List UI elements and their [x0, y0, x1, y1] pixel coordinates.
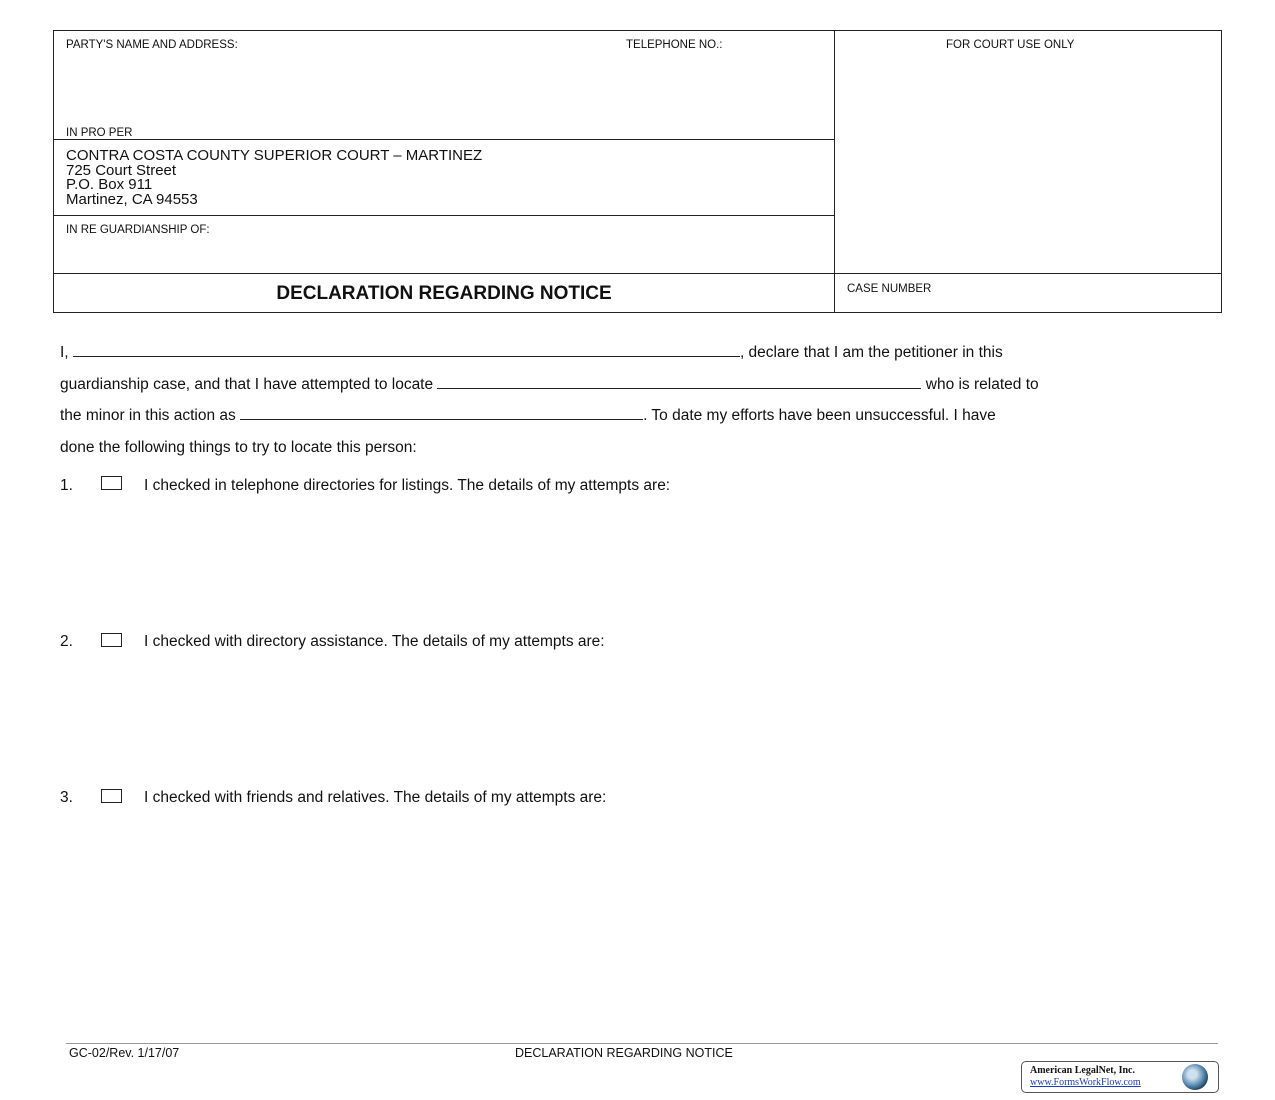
american-legalnet-logo[interactable]	[1021, 1061, 1219, 1093]
item-2-checkbox[interactable]	[101, 633, 122, 647]
declaration-line-4: done the following things to try to locate this person:	[60, 439, 417, 456]
footer-rule	[66, 1043, 1218, 1044]
item-3-checkbox[interactable]	[101, 789, 122, 803]
declaration-line-2	[60, 376, 1039, 394]
text: the minor in this action as	[60, 407, 236, 424]
court-use-label: FOR COURT USE ONLY	[946, 39, 1075, 51]
item-1-text: I checked in telephone directories for listings. The details of my attempts are:	[144, 477, 671, 494]
globe-icon	[1182, 1064, 1208, 1090]
divider	[834, 30, 835, 313]
item-number: 1.	[60, 477, 73, 494]
telephone-label: TELEPHONE NO.:	[626, 39, 723, 51]
court-address	[66, 149, 482, 207]
item-3-text: I checked with friends and relatives. The details of my attempts are:	[144, 789, 607, 806]
case-number-label: CASE NUMBER	[847, 283, 932, 295]
court-po-box: P.O. Box 911	[66, 176, 153, 193]
footer-title: DECLARATION REGARDING NOTICE	[515, 1046, 733, 1060]
logo-url[interactable]: www.FormsWorkFlow.com	[1030, 1077, 1141, 1088]
guardianship-label: IN RE GUARDIANSHIP OF:	[66, 224, 210, 236]
item-1-checkbox[interactable]	[101, 476, 122, 490]
text: who is related to	[925, 376, 1039, 393]
text: I,	[60, 344, 69, 361]
divider	[53, 215, 835, 216]
text: . To date my efforts have been unsuccessful. I have	[643, 407, 996, 424]
in-pro-per-label: IN PRO PER	[66, 127, 133, 139]
logo-name: American LegalNet, Inc.	[1030, 1065, 1135, 1076]
declaration-line-3	[60, 407, 996, 425]
text: , declare that I am the petitioner in this	[739, 344, 1003, 361]
relationship-blank[interactable]	[240, 407, 643, 420]
person-name-blank[interactable]	[437, 376, 921, 389]
item-number: 2.	[60, 633, 73, 650]
party-name-label: PARTY'S NAME AND ADDRESS:	[66, 39, 238, 51]
form-title: DECLARATION REGARDING NOTICE	[276, 283, 612, 304]
divider	[53, 139, 835, 140]
declarant-name-blank[interactable]	[73, 344, 740, 357]
court-city: Martinez, CA 94553	[66, 190, 198, 208]
declaration-line-1	[60, 344, 1003, 362]
item-number: 3.	[60, 789, 73, 806]
text: guardianship case, and that I have attempted to locate	[60, 376, 434, 393]
court-name: CONTRA COSTA COUNTY SUPERIOR COURT – MARTINEZ	[66, 147, 483, 164]
divider	[53, 273, 1222, 274]
item-2-text: I checked with directory assistance. The details of my attempts are:	[144, 633, 605, 650]
court-street: 725 Court Street	[66, 161, 177, 179]
form-id: GC-02/Rev. 1/17/07	[69, 1046, 180, 1060]
